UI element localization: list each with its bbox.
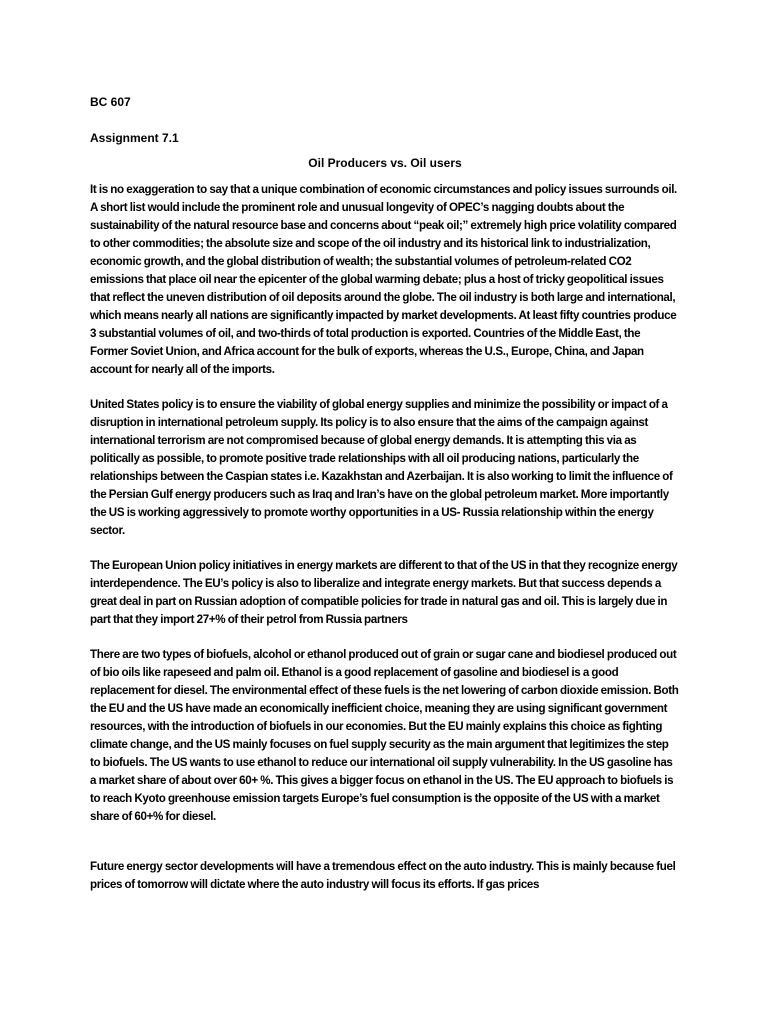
paragraph-us-policy: United States policy is to ensure the viability of global energy supplies and minimize the possibility or impact of a disruption in international petroleum supply. Its policy is to also ensure that the aims of the campaign against international terrorism are not compromised because of global energy demands. It is attempting this via as politically as possible, to promote positive trade relationships with all oil producing nations, particularly the relationships between the Caspian states i.e. Kazakhstan and Azerbaijan. It is also working to limit the influence of the Persian Gulf energy producers such as Iraq and Iran’s have on the global petroleum market. More importantly the US is working aggressively to promote worthy opportunities in a US- Russia relationship within the energy sector.: [90, 398, 673, 537]
paragraph-auto-industry: Future energy sector developments will have a tremendous effect on the auto industry. This is mainly because fuel prices of tomorrow will dictate where the auto industry will focus its efforts. If gas prices: [90, 860, 676, 891]
document-title: Oil Producers vs. Oil users: [308, 156, 462, 170]
course-code: BC 607: [90, 95, 131, 109]
document-body: [90, 94, 680, 894]
paragraph-oil-overview: It is no exaggeration to say that a unique combination of economic circumstances and policy issues surrounds oil. A short list would include the prominent role and unusual longevity of OPEC’s nagging doubts about the sustainability of the natural resource base and concerns about “peak oil;” extremely high price volatility compared to other commodities; the absolute size and scope of the oil industry and its historical link to industrialization, economic growth, and the global distribution of wealth; the substantial volumes of petroleum-related CO2 emissions that place oil near the epicenter of the global warming debate; plus a host of tricky geopolitical issues that reflect the uneven distribution of oil deposits around the globe. The oil industry is both large and international, which means nearly all nations are significantly impacted by market developments. At least fifty countries produce 3 substantial volumes of oil, and two-thirds of total production is exported. Countries of the Middle East, the Former Soviet Union, and Africa account for the bulk of exports, whereas the U.S., Europe, China, and Japan account for nearly all of the imports.: [90, 183, 677, 376]
paragraph-biofuels: There are two types of biofuels, alcohol or ethanol produced out of grain or sugar cane and biodiesel produced out of bio oils like rapeseed and palm oil. Ethanol is a good replacement of gasoline and biodiesel is a good replacement for diesel. The environmental effect of these fuels is the net lowering of carbon dioxide emission. Both the EU and the US have made an economically inefficient choice, meaning they are using significant government resources, with the introduction of biofuels in our economies. But the EU mainly explains this choice as fighting climate change, and the US mainly focuses on fuel supply security as the main argument that legitimizes the step to biofuels. The US wants to use ethanol to reduce our international oil supply vulnerability. In the US gasoline has a market share of about over 60+ %. This gives a bigger focus on ethanol in the US. The EU approach to biofuels is to reach Kyoto greenhouse emission targets Europe’s fuel consumption is the opposite of the US with a market share of 60+% for diesel.: [90, 648, 679, 823]
paragraph-eu-policy: The European Union policy initiatives in energy markets are different to that of the US in that they recognize energy interdependence. The EU’s policy is also to liberalize and integrate energy markets. But that success depends a great deal in part on Russian adoption of compatible policies for trade in natural gas and oil. This is largely due in part that they import 27+% of their petrol from Russia partners: [90, 559, 678, 626]
assignment-heading: Assignment 7.1: [90, 131, 179, 145]
